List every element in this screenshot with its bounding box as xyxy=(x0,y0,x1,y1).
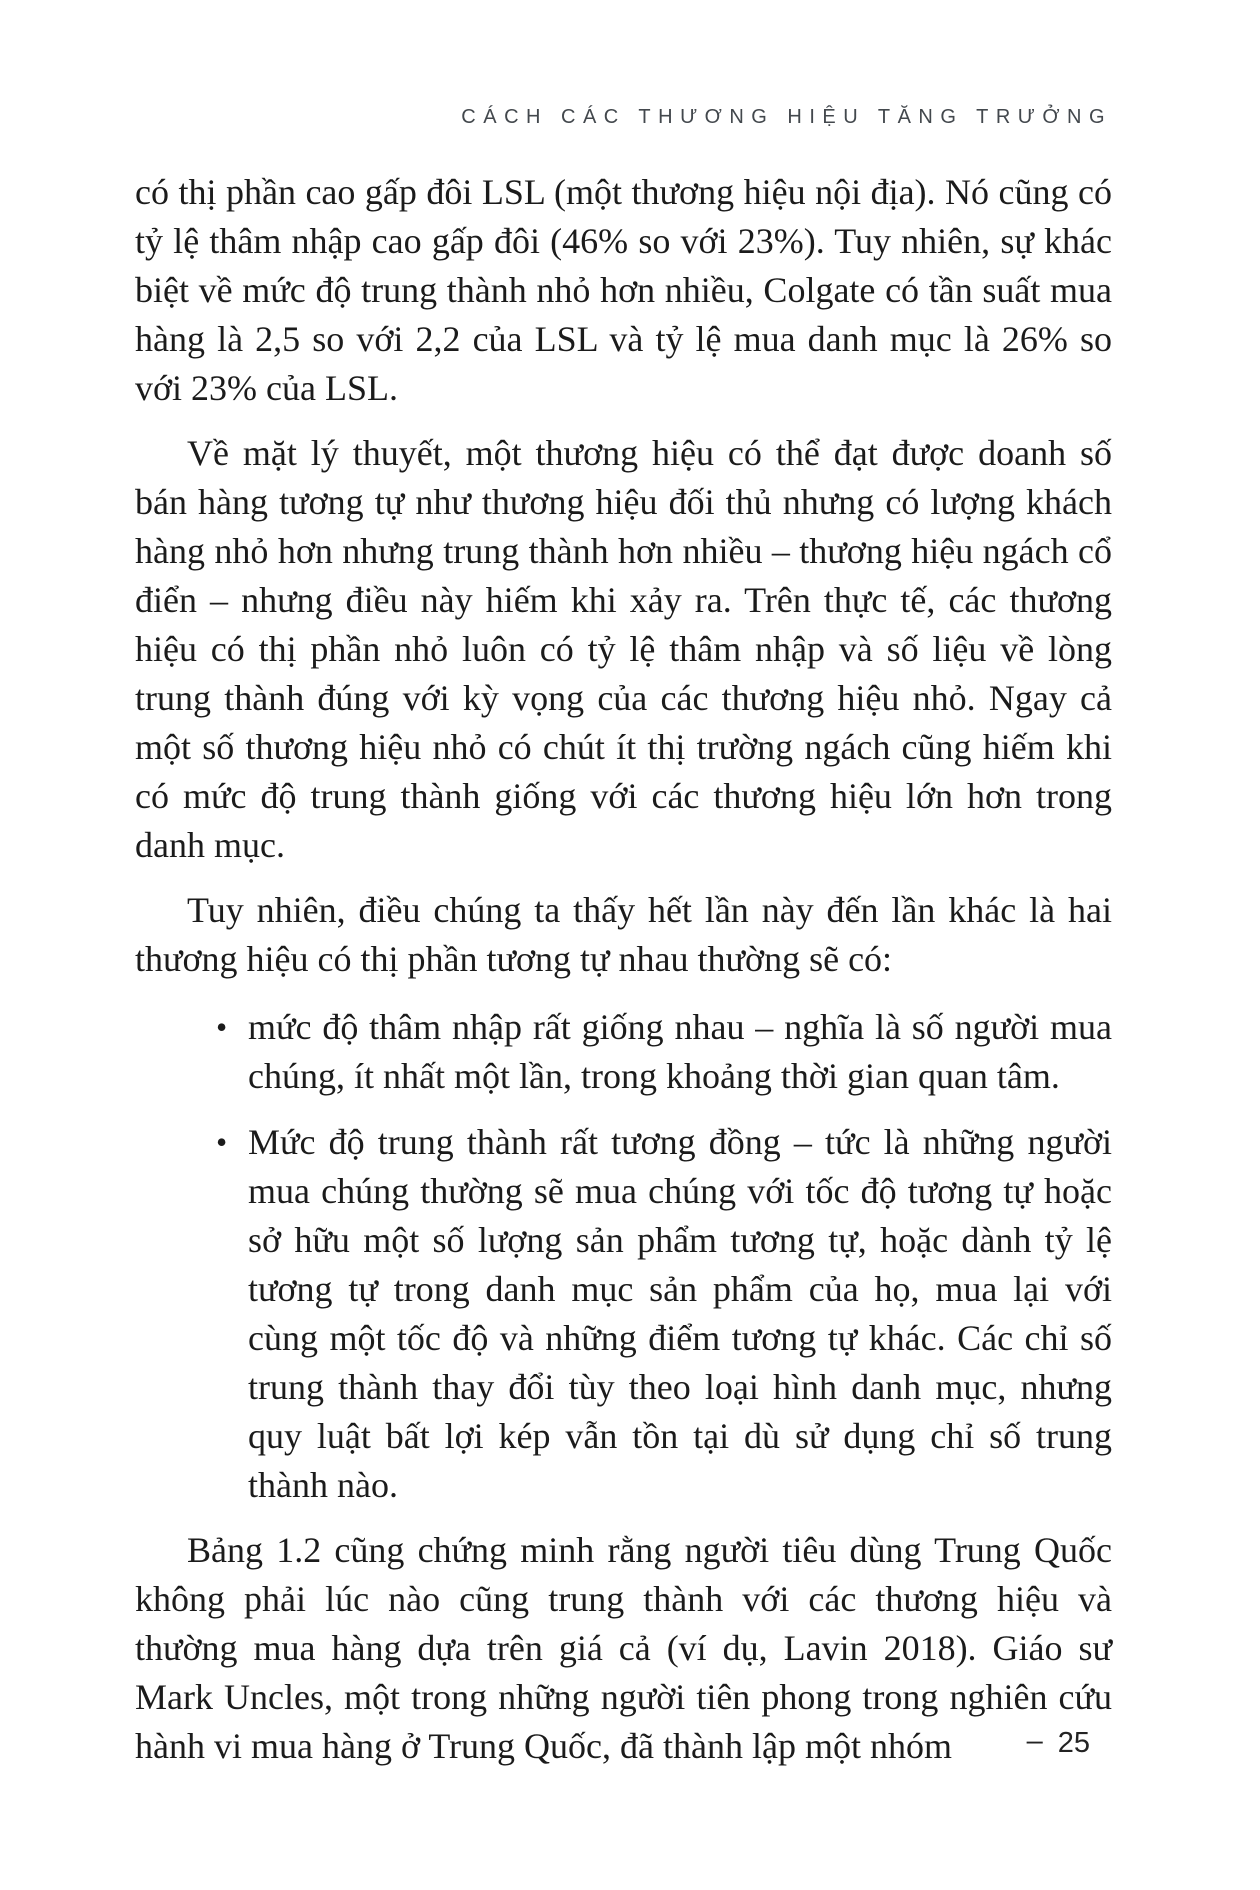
bullet-icon: • xyxy=(216,1009,228,1045)
page-footer xyxy=(1027,1727,1090,1760)
footer-dash: – xyxy=(1026,1725,1043,1757)
list-item xyxy=(216,1003,1112,1101)
page-body xyxy=(135,168,1112,1787)
list-item-text: Mức độ trung thành rất tương đồng – tức là những người mua chúng thường sẽ mua chúng với tốc độ tương tự hoặc sở hữu một số lượng sản phẩm tương tự, hoặc dành tỷ lệ tương tự trong danh mục sản phẩm của họ, mua lại với cùng một tốc độ và những điểm tương tự khác. Các chỉ số trung thành thay đổi tùy theo loại hình danh mục, nhưng quy luật bất lợi kép vẫn tồn tại dù sử dụng chỉ số trung thành nào. xyxy=(248,1122,1112,1505)
paragraph: có thị phần cao gấp đôi LSL (một thương hiệu nội địa). Nó cũng có tỷ lệ thâm nhập cao gấp đôi (46% so với 23%). Tuy nhiên, sự khác biệt về mức độ trung thành nhỏ hơn nhiều, Colgate có tần suất mua hàng là 2,5 so với 2,2 của LSL và tỷ lệ mua danh mục là 26% so với 23% của LSL. xyxy=(135,172,1112,408)
bullet-icon: • xyxy=(216,1124,228,1160)
list-item-text: mức độ thâm nhập rất giống nhau – nghĩa là số người mua chúng, ít nhất một lần, trong khoảng thời gian quan tâm. xyxy=(248,1007,1112,1096)
paragraph: Về mặt lý thuyết, một thương hiệu có thể đạt được doanh số bán hàng tương tự như thương hiệu đối thủ nhưng có lượng khách hàng nhỏ hơn nhưng trung thành hơn nhiều – thương hiệu ngách cổ điển – nhưng điều này hiếm khi xảy ra. Trên thực tế, các thương hiệu có thị phần nhỏ luôn có tỷ lệ thâm nhập và số liệu về lòng trung thành đúng với kỳ vọng của các thương hiệu nhỏ. Ngay cả một số thương hiệu nhỏ có chút ít thị trường ngách cũng hiếm khi có mức độ trung thành giống với các thương hiệu lớn hơn trong danh mục. xyxy=(135,433,1112,865)
bullet-list xyxy=(135,1003,1112,1510)
page-number: 25 xyxy=(1057,1727,1090,1759)
paragraph: Bảng 1.2 cũng chứng minh rằng người tiêu dùng Trung Quốc không phải lúc nào cũng trung thành với các thương hiệu và thường mua hàng dựa trên giá cả (ví dụ, Lavin 2018). Giáo sư Mark Uncles, một trong những người tiên phong trong nghiên cứu hành vi mua hàng ở Trung Quốc, đã thành lập một nhóm xyxy=(135,1530,1112,1766)
running-header: CÁCH CÁC THƯƠNG HIỆU TĂNG TRƯỞNG xyxy=(461,106,1112,128)
list-item xyxy=(216,1118,1112,1510)
paragraph: Tuy nhiên, điều chúng ta thấy hết lần này đến lần khác là hai thương hiệu có thị phần tương tự nhau thường sẽ có: xyxy=(135,890,1112,979)
